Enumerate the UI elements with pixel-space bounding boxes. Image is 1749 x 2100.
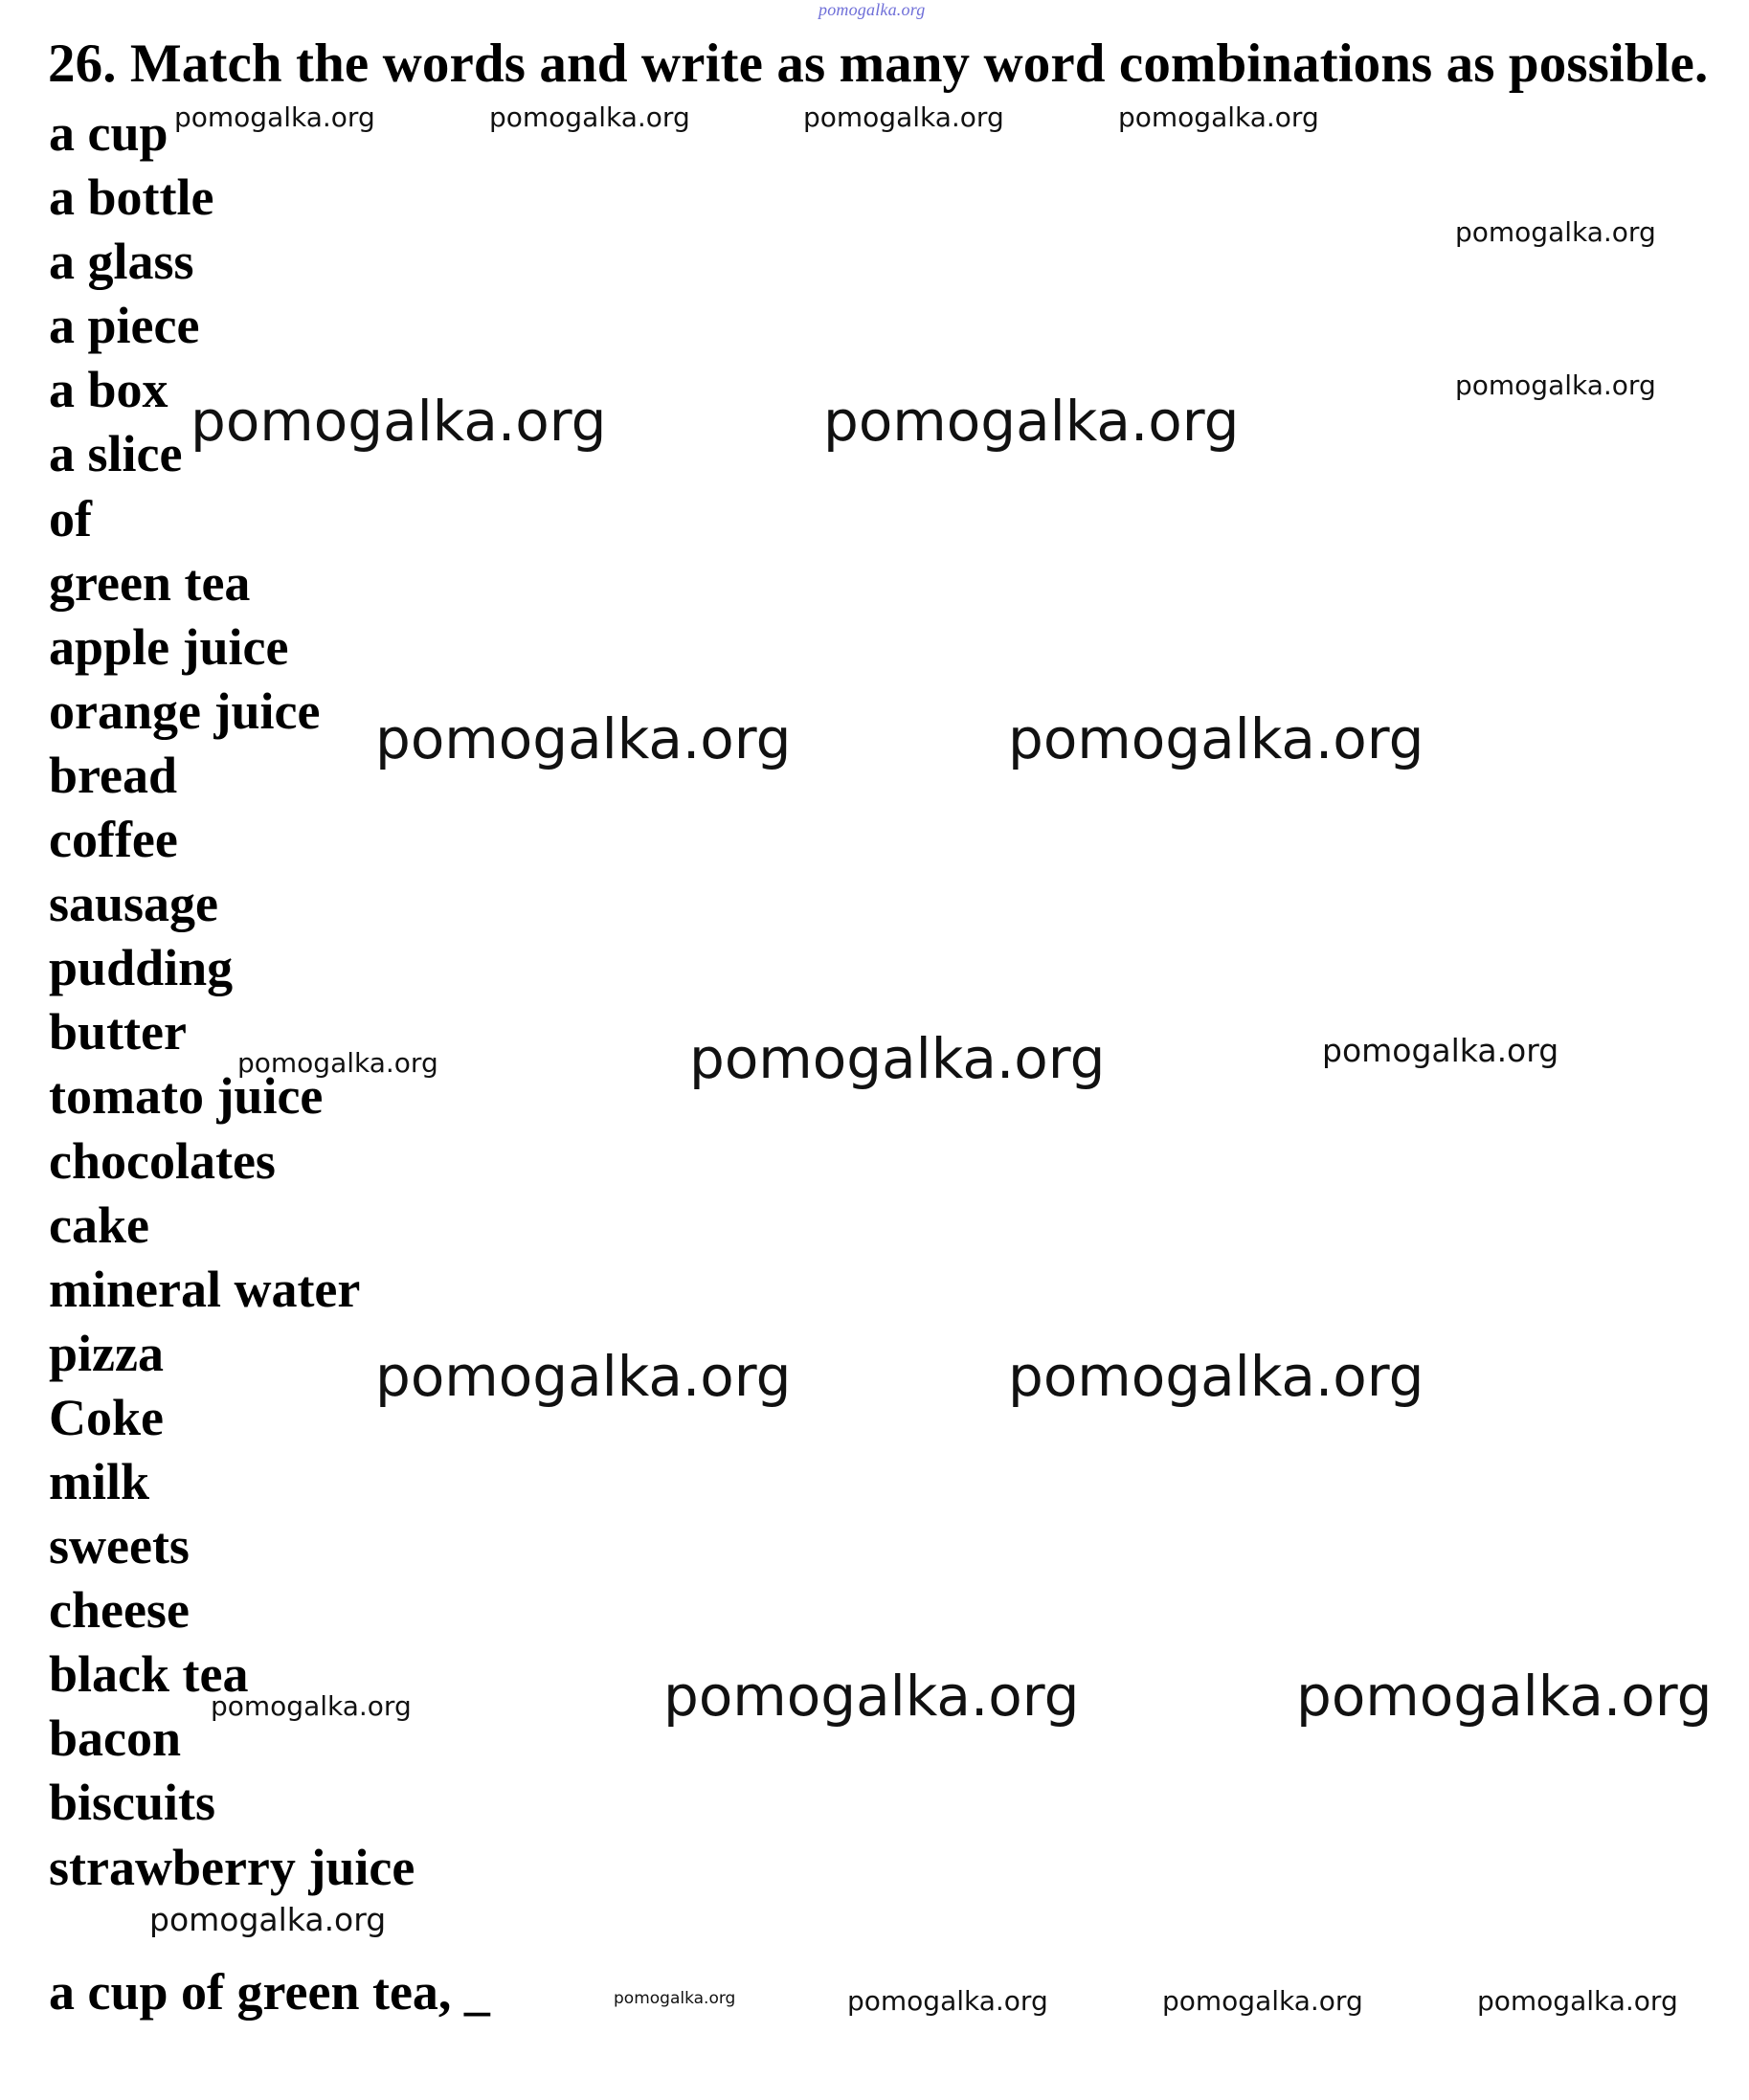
watermark: pomogalka.org xyxy=(1477,1985,1678,2017)
word-item: sausage xyxy=(49,875,219,933)
word-item: mineral water xyxy=(49,1260,361,1318)
watermark: pomogalka.org xyxy=(1322,1032,1559,1069)
word-item: butter xyxy=(49,1003,187,1061)
word-item: of xyxy=(49,489,92,547)
answer-line: a cup of green tea, _ xyxy=(49,1963,490,2021)
word-item: apple juice xyxy=(49,617,289,676)
watermark: pomogalka.org xyxy=(237,1047,438,1079)
word-item: cheese xyxy=(49,1581,190,1640)
word-item: pudding xyxy=(49,939,234,997)
exercise-heading: 26. Match the words and write as many word combinations as possible. xyxy=(48,34,1709,94)
watermark: pomogalka.org xyxy=(1008,1344,1424,1409)
watermark: pomogalka.org xyxy=(1118,101,1319,133)
watermark: pomogalka.org xyxy=(1296,1664,1713,1729)
watermark: pomogalka.org xyxy=(1455,216,1656,248)
word-item: bacon xyxy=(49,1709,182,1768)
watermark: pomogalka.org xyxy=(1162,1985,1363,2017)
word-item: Coke xyxy=(49,1388,164,1446)
word-item: a bottle xyxy=(49,168,214,227)
word-item: a cup xyxy=(49,104,168,162)
word-item: coffee xyxy=(49,811,178,869)
watermark: pomogalka.org xyxy=(1455,369,1656,401)
watermark: pomogalka.org xyxy=(191,389,607,454)
word-item: tomato juice xyxy=(49,1067,324,1126)
word-item: orange juice xyxy=(49,681,321,740)
word-item: a box xyxy=(49,361,168,419)
watermark: pomogalka.org xyxy=(149,1901,387,1938)
top-watermark: pomogalka.org xyxy=(818,0,926,19)
word-item: a glass xyxy=(49,233,194,291)
watermark: pomogalka.org xyxy=(689,1026,1106,1091)
watermark: pomogalka.org xyxy=(663,1664,1080,1729)
watermark: pomogalka.org xyxy=(847,1985,1048,2017)
watermark: pomogalka.org xyxy=(614,1989,736,2008)
word-item: biscuits xyxy=(49,1774,216,1832)
word-item: a slice xyxy=(49,425,183,483)
watermark: pomogalka.org xyxy=(489,101,690,133)
word-item: sweets xyxy=(49,1517,190,1575)
watermark: pomogalka.org xyxy=(174,101,375,133)
watermark: pomogalka.org xyxy=(375,706,792,771)
word-list xyxy=(49,101,415,1900)
watermark: pomogalka.org xyxy=(375,1344,792,1409)
word-item: pizza xyxy=(49,1324,164,1382)
watermark: pomogalka.org xyxy=(823,389,1240,454)
word-item: cake xyxy=(49,1195,149,1254)
word-item: black tea xyxy=(49,1645,249,1704)
watermark: pomogalka.org xyxy=(1008,706,1424,771)
word-item: strawberry juice xyxy=(49,1838,415,1896)
word-item: milk xyxy=(49,1452,150,1510)
word-item: chocolates xyxy=(49,1131,276,1190)
word-item: bread xyxy=(49,746,178,804)
word-item: green tea xyxy=(49,553,251,612)
word-item: a piece xyxy=(49,297,200,355)
watermark: pomogalka.org xyxy=(803,101,1004,133)
watermark: pomogalka.org xyxy=(211,1690,412,1722)
